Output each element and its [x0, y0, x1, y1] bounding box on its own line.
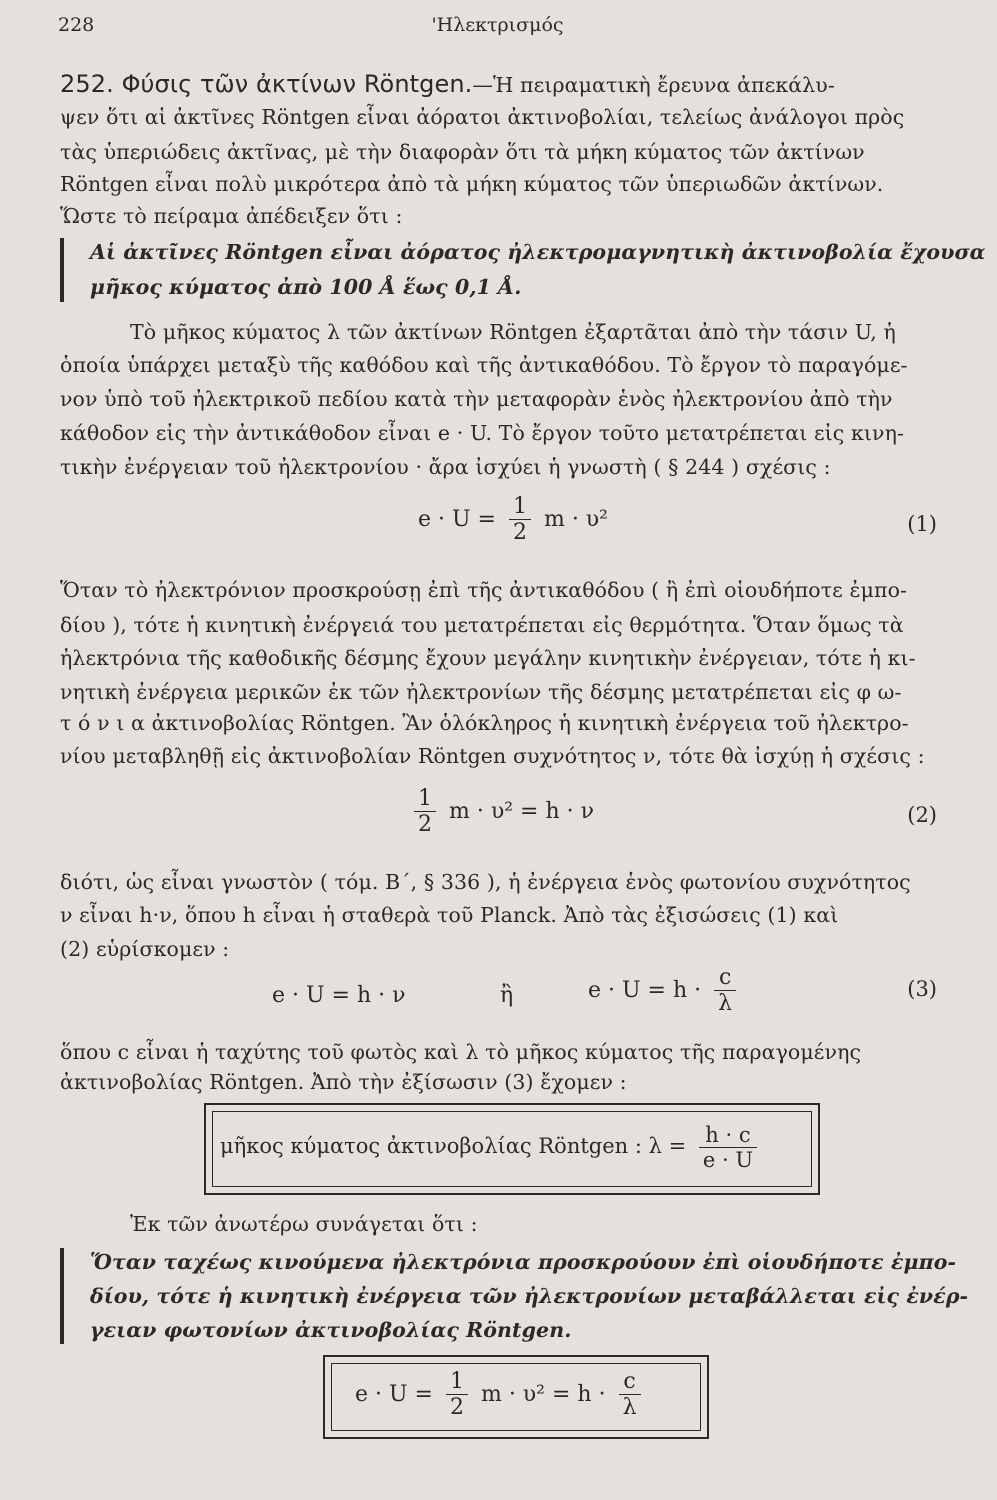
final-eq-den2: λ	[619, 1394, 641, 1420]
eq2-num: 1	[418, 786, 432, 811]
para6: Ἐκ τῶν ἀνωτέρω συνάγεται ὅτι :	[130, 1212, 478, 1236]
para3-line-3: νητικὴ ἐνέργεια μερικῶν ἐκ τῶν ἠλεκτρονίων τῆς δέσμης μετατρέπεται εἰς φ ω-	[60, 680, 902, 704]
eq1-left: e · U =	[418, 506, 496, 532]
eq2-right: m · υ² = h · ν	[449, 798, 594, 824]
page-header	[58, 14, 937, 44]
eq3-num: c	[718, 965, 732, 990]
section-heading: 252. Φύσις τῶν ἀκτίνων Röntgen.	[60, 70, 473, 98]
highlight1-line-0: Αἱ ἀκτῖνες Röntgen εἶναι ἀόρατος ἠλεκτρομαγνητικὴ ἀκτινοβολία ἔχουσα	[90, 240, 986, 264]
final-equation	[355, 1369, 647, 1421]
final-eq-mid: m · υ² = h ·	[480, 1381, 606, 1407]
eq1-fraction	[509, 494, 531, 546]
box-eq-text: μῆκος κύματος ἀκτινοβολίας Röntgen : λ =	[220, 1134, 687, 1159]
eq3-fraction	[714, 965, 736, 1017]
para5-line-1: ἀκτινοβολίας Röntgen. Ἀπὸ τὴν ἐξίσωσιν (3) ἔχομεν :	[60, 1070, 627, 1094]
para3-line-5: νίου μεταβληθῇ εἰς ἀκτινοβολίαν Röntgen συχνότητος ν, τότε θὰ ἰσχύῃ ἡ σχέσις :	[60, 744, 925, 768]
box-eq-den: e · U	[699, 1147, 757, 1172]
para2-line-0: Τὸ μῆκος κύματος λ τῶν ἀκτίνων Röntgen ἐξαρτᾶται ἀπὸ τὴν τάσιν U, ἡ	[130, 320, 896, 344]
para4-line-0: διότι, ὡς εἶναι γνωστὸν ( τόμ. Β΄, § 336 ), ἡ ἐνέργεια ἑνὸς φωτονίου συχνότητος	[60, 870, 911, 894]
para3-line-2: ἠλεκτρόνια τῆς καθοδικῆς δέσμης ἔχουν μεγάλην κινητικὴν ἐνέργειαν, τότε ἡ κι-	[60, 646, 916, 670]
eq1-den: 2	[509, 519, 531, 545]
equation-3-right	[588, 965, 742, 1017]
section-line-0: —Ἡ πειραματικὴ ἔρευνα ἀπεκάλυ-	[472, 73, 835, 97]
section-line-3: Röntgen εἶναι πολὺ μικρότερα ἀπὸ τὰ μήκη κύματος τῶν ὑπεριωδῶν ἀκτίνων.	[60, 172, 884, 196]
section-first-line	[60, 70, 940, 98]
final-eq-num2: c	[623, 1369, 636, 1394]
highlight2-bar	[60, 1248, 64, 1344]
eq2-fraction	[414, 786, 436, 838]
running-title: 'Ηλεκτρισμός	[431, 14, 564, 36]
eq1-label: (1)	[907, 512, 937, 536]
eq1-right: m · υ²	[543, 506, 609, 532]
equation-1	[418, 494, 608, 546]
para3-line-4: τ ό ν ι α ἀκτινοβολίας Röntgen. Ἂν ὁλόκληρος ἡ κινητικὴ ἐνέργεια τοῦ ἠλεκτρο-	[60, 711, 909, 735]
eq3-or: ἢ	[500, 983, 514, 1008]
final-eq-fraction-1	[446, 1369, 468, 1421]
eq2-label: (2)	[907, 803, 937, 827]
highlight2-line-2: γειαν φωτονίων ἀκτινοβολίας Röntgen.	[90, 1318, 572, 1342]
final-eq-den1: 2	[446, 1394, 468, 1420]
boxed-wavelength-formula	[204, 1103, 820, 1195]
box-eq-fraction	[699, 1123, 757, 1172]
equation-2	[408, 786, 594, 838]
section-line-1: ψεν ὅτι αἱ ἀκτῖνες Röntgen εἶναι ἀόρατοι ἀκτινοβολίαι, τελείως ἀνάλογοι πρὸς	[60, 105, 905, 129]
para2-line-4: τικὴν ἐνέργειαν τοῦ ἠλεκτρονίου · ἄρα ἰσχύει ἡ γνωστὴ ( § 244 ) σχέσις :	[60, 455, 831, 479]
eq3-mid: e · U = h ·	[588, 977, 702, 1003]
eq3-den: λ	[714, 990, 736, 1016]
section-line-4: Ὥστε τὸ πείραμα ἀπέδειξεν ὅτι :	[60, 204, 403, 228]
highlight2-line-0: Ὅταν ταχέως κινούμενα ἠλεκτρόνια προσκρούουν ἐπὶ οἱουδήποτε ἐμπο-	[90, 1250, 957, 1274]
highlight2-line-1: δίου, τότε ἡ κινητικὴ ἐνέργεια τῶν ἠλεκτρονίων μεταβάλλεται εἰς ἐνέρ-	[90, 1284, 969, 1308]
para2-line-1: ὁποία ὑπάρχει μεταξὺ τῆς καθόδου καὶ τῆς ἀντικαθόδου. Τὸ ἔργον τὸ παραγόμε-	[60, 353, 908, 377]
highlight-bar	[60, 238, 64, 302]
boxed-final-formula	[323, 1355, 709, 1439]
final-eq-left: e · U =	[355, 1381, 433, 1407]
para3-line-1: δίου ), τότε ἡ κινητικὴ ἐνέργειά του μετατρέπεται εἰς θερμότητα. Ὅταν ὅμως τὰ	[60, 613, 904, 637]
final-eq-fraction-2	[619, 1369, 641, 1421]
para2-line-2: νον ὑπὸ τοῦ ἠλεκτρικοῦ πεδίου κατὰ τὴν μεταφορὰν ἑνὸς ἠλεκτρονίου ἀπὸ τὴν	[60, 387, 893, 411]
eq3-label: (3)	[907, 977, 937, 1001]
page-number: 228	[58, 14, 95, 36]
section-line-2: τὰς ὑπεριώδεις ἀκτῖνας, μὲ τὴν διαφορὰν ὅτι τὰ μήκη κύματος τῶν ἀκτίνων	[60, 140, 865, 164]
para2-line-3: κάθοδον εἰς τὴν ἀντικάθοδον εἶναι e · U. Τὸ ἔργον τοῦτο μετατρέπεται εἰς κινη-	[60, 421, 905, 445]
eq1-num: 1	[512, 494, 527, 519]
highlight1-line-1: μῆκος κύματος ἀπὸ 100 Å ἕως 0,1 Å.	[90, 275, 522, 299]
final-eq-num1: 1	[449, 1369, 464, 1394]
eq2-den: 2	[414, 811, 436, 837]
para3-line-0: Ὅταν τὸ ἠλεκτρόνιον προσκρούσῃ ἐπὶ τῆς ἀντικαθόδου ( ἢ ἐπὶ οἱουδήποτε ἐμπο-	[60, 578, 908, 602]
para5-line-0: ὅπου c εἶναι ἡ ταχύτης τοῦ φωτὸς καὶ λ τὸ μῆκος κύματος τῆς παραγομένης	[60, 1040, 862, 1064]
box-equation	[220, 1123, 763, 1172]
box-eq-num: h · c	[705, 1123, 751, 1147]
para4-line-2: (2) εὑρίσκομεν :	[60, 937, 230, 961]
eq3-left: e · U = h · ν	[272, 983, 406, 1008]
para4-line-1: ν εἶναι h·ν, ὅπου h εἶναι ἡ σταθερὰ τοῦ Planck. Ἀπὸ τὰς ἐξισώσεις (1) καὶ	[60, 903, 839, 927]
